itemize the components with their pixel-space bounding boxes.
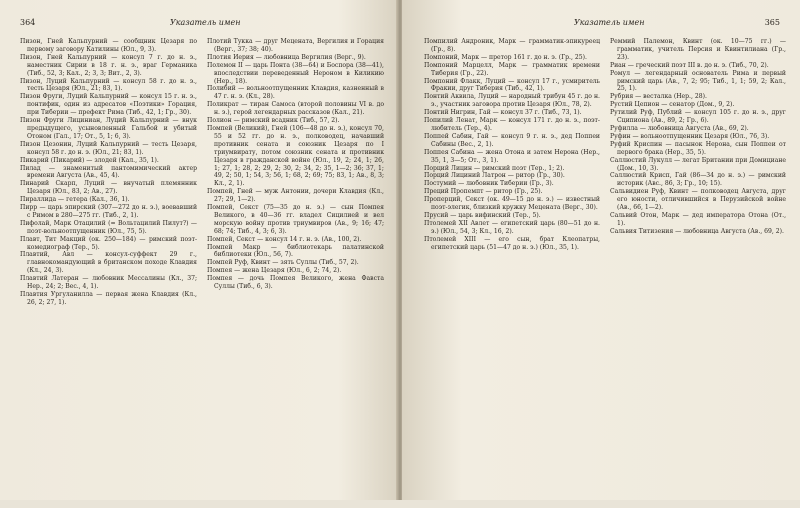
index-entry: Руфилла — любовница Августа (Ав., 69, 2). xyxy=(610,124,749,132)
index-entry: Рубрия — весталка (Нер., 28). xyxy=(610,93,707,101)
index-entry: Понтий Аквила, Луций — народный трибун 45 г. до н. э., участник заговора против Цезаря (Юл., 78, 2). xyxy=(424,93,600,109)
index-entry: Сальвий Отон, Марк — дед императора Отона (От., 1). xyxy=(610,211,786,227)
index-entry: Плавтия Ургуланилла — первая жена Клавдия (Кл., 26, 2; 27, 1). xyxy=(20,291,197,306)
index-entry: Саллюстий Крисп, Гай (86—34 до н. э.) — римский историк (Авс., 86, 3; Гр., 10; 15). xyxy=(610,172,786,188)
index-entry: Пикарий (Пикарий) — злодей (Кал., 35, 1). xyxy=(20,156,159,164)
index-entry: Прусий — царь вифинский (Тер., 5). xyxy=(424,211,541,219)
left-running-head: Указатель имен xyxy=(170,18,241,27)
index-entry: Помпея — дочь Помпея Великого, жена Фавста Суллы (Тиб., 6, 3). xyxy=(207,275,384,291)
index-entry: Постумий — любовник Тиберии (Гр., 3). xyxy=(424,180,554,188)
index-entry: Полион — римский всадник (Тиб., 57, 2). xyxy=(207,117,340,125)
right-page-header xyxy=(424,18,786,32)
index-entry: Рутилий Руф, Публий — консул 105 г. до н. э., друг Сципиона (Ав., 89, 2; Гр., 6). xyxy=(610,109,786,125)
index-entry: Порций Лициний Латрон — ритор (Гр., 30). xyxy=(424,172,565,180)
index-entry: Пизон Фруги Лициниан, Луций Кальпурний — внук предыдущего, усыновленный Гальбой и убитый Отоном (Гал., 17; От., 5, 1; 6, 3). xyxy=(20,117,197,140)
index-entry: Птолемей XII Авлет — египетский царь (80—51 до н. э.) (Юл., 54, 3; Кл., 16, 2). xyxy=(424,219,600,235)
index-entry: Помпей Руф, Квинт — зять Суллы (Тиб., 57, 2). xyxy=(207,259,359,267)
index-entry: Пизон, Гней Кальпурний — консул 7 г. до н. э., наместник Сирии в 18 г. н. э., враг Германика (Тиб., 52, 3; Кал., 2; 3, 3; Вит., 2, 3). xyxy=(20,53,197,77)
index-entry: Помпей (Великий), Гней (106—48 до н. э.), консул 70, 55 и 52 гг. до н. э., полководец, начавший противник сената и союзник Цезаря по I триумвирату, потом союзник сената и противник Цезаря в гражданской войне (Юл., 19, 2; 24, 1; 26, 1; 27, 1; 28, 2; 29, 2; 30, 2; 34, 2; 35, 1—2; 36; 37, 1; 49, 2; 50, 1; 54, 3; 56, 1; 68, 2; 69; 75; 83, 1; Ав., 8, 3; Кл., 2, 1). xyxy=(207,124,384,188)
index-entry: Помпоний Флакк, Луций — консул 17 г., усмиритель Фракии, друг Тиберия (Тиб., 42, 1). xyxy=(424,77,600,93)
index-entry: Пизон Фруги, Луций Кальпурний — консул 15 г. н. э., понтифик, один из адресатов «Поэтики» Горация, при Тиберии — префект Рима (Тиб., 42, 1; Гр., 30). xyxy=(20,93,197,117)
index-entry: Проперций, Секст (ок. 49—15 до н. э.) — известный поэт-элегик, близкий кружку Мецената (Верг., 30). xyxy=(424,196,600,212)
index-entry: Плавт, Тит Макций (ок. 250—184) — римский поэт-комедиограф (Тер., 5). xyxy=(20,235,197,251)
index-entry: Преций Пропемпт — ритор (Гр., 25). xyxy=(424,188,543,196)
left-page-columns xyxy=(20,38,384,508)
index-entry: Плотия Иерия — любовница Вергилия (Верг., 9). xyxy=(207,53,366,61)
index-entry: Помпоний Марцелл, Марк — грамматик времени Тиберия (Гр., 22). xyxy=(424,61,600,77)
index-entry: Руфин — вольноотпущенник Цезаря (Юл., 76, 3). xyxy=(610,132,770,140)
left-column-2 xyxy=(207,38,384,508)
index-entry: Пифолай, Марк Отацилий (= Вольтацилий Пилут?) — поэт-вольноотпущенник (Юл., 75, 5). xyxy=(20,219,197,235)
right-column-1 xyxy=(424,38,600,508)
index-entry: Помпоний, Марк — претор 161 г. до н. э. (Гр., 25). xyxy=(424,53,587,61)
index-entry: Помпея — жена Цезаря (Юл., 6, 2; 74, 2). xyxy=(207,267,342,275)
index-entry: Помпей, Секст (75—35 до н. э.) — сын Помпея Великого, в 40—36 гг. владел Сицилией и вел морскую войну против триумвиров (Ав., 9; 16; 47; 68; 74; Тиб., 4, 3; 6, 3). xyxy=(207,204,384,235)
index-entry: Ромул — легендарный основатель Рима и первый римский царь (Ав., 7, 2; 95; Тиб., 1, 1; 59, 2; Кал., 25, 1). xyxy=(610,69,786,93)
index-entry: Помпилий Андроник, Марк — грамматик-эпикуреец (Гр., 8). xyxy=(424,38,600,53)
left-page-number: 364 xyxy=(20,18,36,27)
index-entry: Поппея Сабина — жена Отона и затем Нерона (Нер., 35, 1, 3—5; От., 3, 1). xyxy=(424,148,600,164)
index-entry: Понтий Нигрин, Гай — консул 37 г. (Тиб., 73, 1). xyxy=(424,109,582,117)
index-entry: Пирр — царь эпирский (307—272 до н. э.), воевавший с Римом в 280—275 гг. (Тиб., 2, 1). xyxy=(20,204,197,219)
left-page-header xyxy=(20,18,384,32)
index-entry: Пизон, Гней Кальпурний — сообщник Цезаря по первому заговору Катилины (Юл., 9, 3). xyxy=(20,38,197,53)
right-page-number: 365 xyxy=(764,18,780,27)
index-entry: Пизон Цезонин, Луций Кальпурний — тесть Цезаря, консул 58 г. до н. э. (Юл., 21; 83, 1). xyxy=(20,140,197,156)
index-entry: Помпей Макр — библиотекарь палатинской библиотеки (Юл., 56, 7). xyxy=(207,243,384,259)
index-entry: Пираллида — гетера (Кал., 36, 1). xyxy=(20,196,130,204)
left-page xyxy=(0,0,398,500)
index-entry: Саллюстий Лукулл — легат Британии при Домициане (Дом., 10, 3). xyxy=(610,156,786,172)
index-entry: Пизон, Луций Кальпурний — консул 58 г. до н. э., тесть Цезаря (Юл., 21; 83, 1). xyxy=(20,77,197,93)
index-entry: Полибий — вольноотпущенник Клавдия, казненный в 47 г. н. э. (Кл., 28). xyxy=(207,85,384,101)
index-entry: Помпей, Гней — муж Антонии, дочери Клавдия (Кл., 27; 29, 1—2). xyxy=(207,188,384,204)
index-entry: Пинарий Скарп, Луций — внучатый племянник Цезаря (Юл., 83, 2; Ав., 27). xyxy=(20,180,197,196)
right-page xyxy=(402,0,800,500)
index-entry: Реммий Палемон, Квинт (ок. 10—75 гг.) — грамматик, учитель Персия и Квинтилиана (Гр., 23). xyxy=(610,38,786,61)
left-column-1 xyxy=(20,38,197,508)
index-entry: Помпей, Секст — консул 14 г. н. э. (Ав., 100, 2). xyxy=(207,235,362,243)
index-entry: Плавтий Латеран — любовник Мессалины (Кл., 37; Нер., 24; 2; Вес., 4, 1). xyxy=(20,275,197,291)
index-entry: Попилий Ленат, Марк — консул 171 г. до н. э., поэт-любитель (Тер., 4). xyxy=(424,117,600,132)
index-entry: Порций Лицин — римский поэт (Тер., 1; 2). xyxy=(424,164,565,172)
index-entry: Сальвидиен Руф, Квинт — полководец Августа, друг его юности, отличившийся в Перузийской войне (Ав., 66, 1—2). xyxy=(610,188,786,212)
right-running-head: Указатель имен xyxy=(574,18,645,27)
index-entry: Плотий Тукка — друг Мецената, Вергилия и Горация (Верг., 37; 38; 40). xyxy=(207,38,384,53)
index-entry: Руфий Криспин — пасынок Нерона, сын Поппеи от первого брака (Нер., 35, 5). xyxy=(610,140,786,156)
index-entry: Риан — греческий поэт III в. до н. э. (Тиб., 70, 2). xyxy=(610,61,769,69)
right-page-columns xyxy=(424,38,786,508)
index-entry: Пилад — знаменитый пантомимический актер времени Августа (Ав., 45, 4). xyxy=(20,164,197,180)
right-column-2 xyxy=(610,38,786,508)
index-entry: Сальвия Титизения — любовница Августа (Ав., 69, 2). xyxy=(610,227,784,235)
index-entry: Поликрат — тиран Самоса (второй половины VI в. до н. э.), герой легендарных рассказов (Кал., 21). xyxy=(207,101,384,117)
index-entry: Поппей Сабин, Гай — консул 9 г. н. э., дед Поппеи Сабины (Вес., 2, 1). xyxy=(424,132,600,148)
index-entry: Птолемей XIII — его сын, брат Клеопатры, египетский царь (51—47 до н. э.) (Юл., 35, 1). xyxy=(424,235,600,251)
index-entry: Плавтий, Авл — консул-суффект 29 г., главнокомандующий в британском походе Клавдия (Кл., 24, 3). xyxy=(20,251,197,275)
index-entry: Рустий Цепион — сенатор (Дом., 9, 2). xyxy=(610,101,735,109)
index-entry: Полемон II — царь Понта (38—64) и Боспора (38—41), впоследствии переведенный Нероном в Киликию (Нер., 18). xyxy=(207,61,384,85)
